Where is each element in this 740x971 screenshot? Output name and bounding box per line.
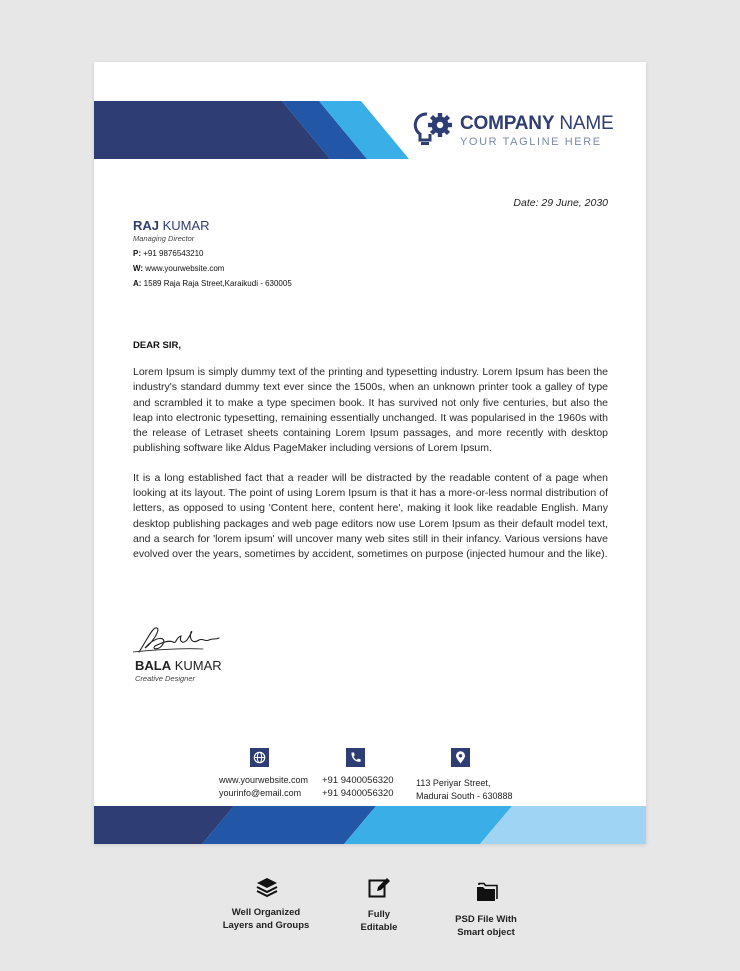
contact-phone-2: +91 9400056320 — [322, 787, 394, 799]
letterhead-page — [94, 62, 646, 844]
folder-icon — [475, 882, 499, 903]
edit-icon — [367, 876, 391, 900]
location-pin-icon — [451, 748, 470, 767]
sender-website — [133, 264, 292, 273]
phone-label: P: — [133, 249, 141, 258]
address-label: A: — [133, 279, 142, 288]
signer-name — [135, 658, 222, 673]
web-value: www.yourwebsite.com — [143, 264, 225, 273]
sender-first-name: RAJ — [133, 218, 160, 233]
company-name-regular: NAME — [554, 113, 614, 134]
body-paragraph-2: It is a long established fact that a reader will be distracted by the readable content of a page when looking at its layout. The point of using Lorem Ipsum is that it has a more-or-less normal distribution of letters, as opposed to using 'Content here, content here', making it look like readable English. Many desktop publishing packages and web page editors now use Lorem Ipsum as their default model text, and a search for 'lorem ipsum' will uncover many web sites still in their infancy. Various versions have evolved over the years, sometimes by accident, sometimes on purpose (injected humour and the like). — [133, 471, 608, 561]
sender-role: Managing Director — [133, 234, 195, 243]
company-tagline: YOUR TAGLINE HERE — [460, 136, 602, 148]
contact-website[interactable]: www.yourwebsite.com — [219, 775, 309, 785]
company-logo — [413, 108, 614, 152]
contact-address — [416, 777, 513, 802]
header-stripes — [94, 101, 414, 159]
contact-email[interactable]: yourinfo@email.com — [219, 787, 302, 798]
address-value: 1589 Raja Raja Street,Karaikudi - 630005 — [141, 279, 292, 288]
feature-psd-line-2: Smart object — [457, 927, 515, 938]
signer-role: Creative Designer — [135, 674, 196, 683]
layers-icon — [255, 876, 279, 898]
phone-value: +91 9876543210 — [141, 249, 204, 258]
feature-layers-label — [201, 906, 331, 932]
feature-psd-line-1: PSD File With — [455, 914, 517, 925]
phone-icon — [346, 748, 365, 767]
salutation: DEAR SIR, — [133, 340, 182, 351]
signer-block — [135, 658, 222, 683]
contact-phone-1: +91 9400056320 — [322, 775, 394, 786]
sender-phone — [133, 249, 292, 258]
contact-address-line-1: 113 Periyar Street, — [416, 778, 491, 788]
contact-web — [219, 774, 308, 799]
feature-editable-line-1: Fully — [367, 909, 391, 920]
letter-date: Date: 29 June, 2030 — [513, 197, 608, 209]
feature-editable-line-2: Editable — [360, 922, 398, 933]
signer-first-name: BALA — [135, 658, 172, 673]
sender-block — [133, 218, 292, 288]
contact-address-line-2: Madurai South - 630888 — [416, 790, 513, 801]
globe-icon — [250, 748, 269, 767]
sender-name — [133, 218, 292, 233]
handwritten-signature — [133, 622, 223, 656]
web-label: W: — [133, 264, 144, 273]
company-name — [460, 113, 614, 135]
footer-stripes — [94, 806, 646, 844]
company-name-bold: COMPANY — [460, 113, 555, 134]
feature-layers-line-1: Well Organized — [231, 907, 301, 918]
sender-address — [133, 279, 292, 288]
letter-body — [133, 365, 608, 563]
feature-layers-line-2: Layers and Groups — [222, 920, 310, 931]
sender-last-name: KUMAR — [159, 218, 210, 233]
signer-last-name: KUMAR — [171, 658, 222, 673]
body-paragraph-1: Lorem Ipsum is simply dummy text of the printing and typesetting industry. Lorem Ipsum has been the industry's standard dummy text ever since the 1500s, when an unknown printer took a galley of type and scrambled it to make a type specimen book. It has survived not only five centuries, but also the leap into electronic typesetting, remaining essentially unchanged. It was popularised in the 1960s with the release of Letraset sheets containing Lorem Ipsum passages, and more recently with desktop publishing software like Aldus PageMaker including versions of Lorem Ipsum. — [133, 366, 608, 455]
lightbulb-gear-icon — [413, 110, 455, 148]
feature-psd-label — [421, 913, 551, 939]
contact-phones — [322, 775, 394, 800]
